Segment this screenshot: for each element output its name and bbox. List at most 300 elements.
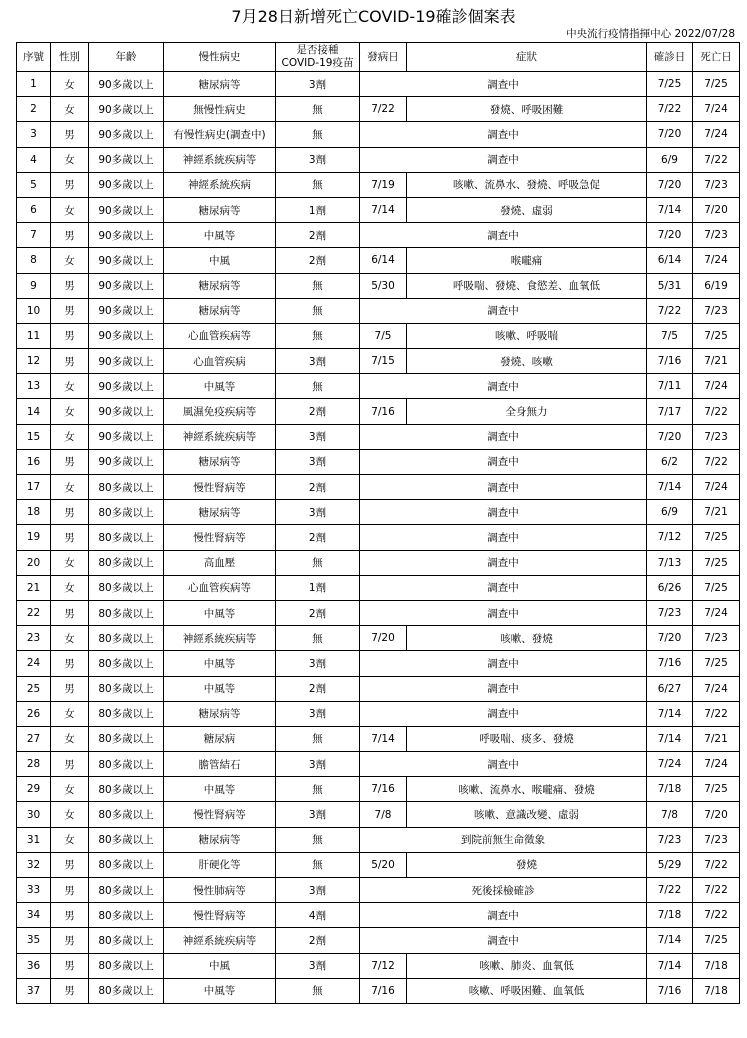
cell-onset: 7/16 (360, 978, 407, 1003)
cell-chronic: 糖尿病等 (164, 701, 276, 726)
cell-confirm: 7/16 (647, 651, 693, 676)
cell-sex: 男 (51, 223, 89, 248)
cell-id: 27 (17, 726, 51, 751)
cell-onset: 7/14 (360, 726, 407, 751)
cell-age: 90多歲以上 (89, 147, 164, 172)
table-row (17, 500, 740, 525)
cell-confirm: 6/9 (647, 500, 693, 525)
cell-age: 90多歲以上 (89, 374, 164, 399)
cell-death: 7/23 (693, 223, 740, 248)
cell-death: 7/23 (693, 626, 740, 651)
cell-confirm: 7/16 (647, 349, 693, 374)
cell-vax: 無 (276, 374, 360, 399)
cell-onset: 7/16 (360, 399, 407, 424)
cell-sex: 女 (51, 374, 89, 399)
cell-confirm: 6/2 (647, 449, 693, 474)
cell-symptoms: 調查中 (360, 72, 647, 97)
cell-id: 19 (17, 525, 51, 550)
cell-death: 6/19 (693, 273, 740, 298)
cell-symptoms: 調查中 (360, 374, 647, 399)
cell-sex: 女 (51, 626, 89, 651)
cell-onset: 7/14 (360, 197, 407, 222)
cell-id: 9 (17, 273, 51, 298)
cell-symptoms: 喉嚨痛 (407, 248, 647, 273)
cell-death: 7/18 (693, 978, 740, 1003)
cell-confirm: 6/26 (647, 575, 693, 600)
cell-confirm: 5/29 (647, 852, 693, 877)
cell-death: 7/22 (693, 878, 740, 903)
cell-death: 7/25 (693, 525, 740, 550)
cell-sex: 男 (51, 525, 89, 550)
cell-id: 14 (17, 399, 51, 424)
cell-sex: 男 (51, 903, 89, 928)
cell-symptoms: 調查中 (360, 449, 647, 474)
cell-vax: 2劑 (276, 475, 360, 500)
cell-death: 7/25 (693, 72, 740, 97)
header-sex: 性別 (51, 43, 89, 72)
cell-vax: 無 (276, 97, 360, 122)
cell-symptoms: 調查中 (360, 525, 647, 550)
cell-death: 7/22 (693, 701, 740, 726)
cell-onset: 7/20 (360, 626, 407, 651)
table-row (17, 349, 740, 374)
cell-chronic: 糖尿病等 (164, 72, 276, 97)
cell-sex: 男 (51, 122, 89, 147)
cell-sex: 女 (51, 97, 89, 122)
cell-vax: 無 (276, 122, 360, 147)
cell-symptoms: 調查中 (360, 500, 647, 525)
header-vaccine-line2: COVID-19疫苗 (281, 57, 354, 69)
cell-id: 2 (17, 97, 51, 122)
table-row (17, 978, 740, 1003)
cell-id: 21 (17, 575, 51, 600)
cell-vax: 2劑 (276, 399, 360, 424)
cell-age: 90多歲以上 (89, 248, 164, 273)
table-row (17, 298, 740, 323)
cell-symptoms: 發燒、呼吸困難 (407, 97, 647, 122)
cell-age: 90多歲以上 (89, 349, 164, 374)
cell-sex: 女 (51, 701, 89, 726)
header-chronic: 慢性病史 (164, 43, 276, 72)
cell-age: 90多歲以上 (89, 97, 164, 122)
cell-id: 22 (17, 600, 51, 625)
cell-id: 26 (17, 701, 51, 726)
table-row (17, 903, 740, 928)
cell-id: 31 (17, 827, 51, 852)
table-row (17, 827, 740, 852)
cell-age: 80多歲以上 (89, 928, 164, 953)
cell-symptoms: 調查中 (360, 600, 647, 625)
cell-age: 80多歲以上 (89, 701, 164, 726)
cell-symptoms: 呼吸喘、痰多、發燒 (407, 726, 647, 751)
header-vaccine (276, 43, 360, 72)
cell-confirm: 7/24 (647, 752, 693, 777)
table-body (17, 72, 740, 1004)
cell-vax: 無 (276, 852, 360, 877)
cell-chronic: 慢性肺病等 (164, 878, 276, 903)
cell-vax: 2劑 (276, 248, 360, 273)
cell-sex: 男 (51, 449, 89, 474)
cell-confirm: 6/14 (647, 248, 693, 273)
cell-symptoms: 調查中 (360, 928, 647, 953)
cell-id: 4 (17, 147, 51, 172)
cell-vax: 3劑 (276, 349, 360, 374)
cell-age: 90多歲以上 (89, 399, 164, 424)
cell-sex: 女 (51, 72, 89, 97)
cell-death: 7/21 (693, 349, 740, 374)
cell-id: 30 (17, 802, 51, 827)
cell-confirm: 7/18 (647, 903, 693, 928)
cell-chronic: 中風等 (164, 600, 276, 625)
header-symptoms: 症狀 (407, 43, 647, 72)
cell-age: 80多歲以上 (89, 802, 164, 827)
cell-sex: 女 (51, 802, 89, 827)
cell-vax: 無 (276, 273, 360, 298)
cell-death: 7/21 (693, 500, 740, 525)
cell-sex: 男 (51, 298, 89, 323)
cell-id: 1 (17, 72, 51, 97)
cell-chronic: 中風 (164, 248, 276, 273)
cell-chronic: 慢性腎病等 (164, 525, 276, 550)
cell-confirm: 7/20 (647, 626, 693, 651)
cell-sex: 女 (51, 197, 89, 222)
cell-chronic: 神經系統疾病等 (164, 928, 276, 953)
cell-symptoms: 發燒 (407, 852, 647, 877)
cell-age: 90多歲以上 (89, 449, 164, 474)
cell-chronic: 中風等 (164, 777, 276, 802)
table-row (17, 852, 740, 877)
cell-onset: 6/14 (360, 248, 407, 273)
cell-symptoms: 調查中 (360, 676, 647, 701)
cell-symptoms: 咳嗽、意識改變、虛弱 (407, 802, 647, 827)
cell-age: 80多歲以上 (89, 475, 164, 500)
cell-symptoms: 調查中 (360, 424, 647, 449)
cell-chronic: 神經系統疾病等 (164, 626, 276, 651)
cell-sex: 男 (51, 172, 89, 197)
cell-id: 37 (17, 978, 51, 1003)
cell-onset: 5/20 (360, 852, 407, 877)
cell-chronic: 肝硬化等 (164, 852, 276, 877)
cell-chronic: 膽管結石 (164, 752, 276, 777)
cell-onset: 7/5 (360, 323, 407, 348)
cell-chronic: 神經系統疾病等 (164, 147, 276, 172)
cell-death: 7/20 (693, 197, 740, 222)
table-row (17, 878, 740, 903)
cell-death: 7/23 (693, 424, 740, 449)
cell-chronic: 有慢性病史(調查中) (164, 122, 276, 147)
table-row (17, 651, 740, 676)
cell-vax: 3劑 (276, 651, 360, 676)
cell-symptoms: 全身無力 (407, 399, 647, 424)
cell-symptoms: 咳嗽、發燒 (407, 626, 647, 651)
cell-confirm: 6/9 (647, 147, 693, 172)
cell-vax: 3劑 (276, 953, 360, 978)
cell-confirm: 7/14 (647, 953, 693, 978)
cell-vax: 無 (276, 298, 360, 323)
header-vaccine-line1: 是否接種 (296, 44, 339, 56)
cell-sex: 男 (51, 651, 89, 676)
cell-death: 7/24 (693, 97, 740, 122)
cell-sex: 男 (51, 349, 89, 374)
cell-vax: 3劑 (276, 72, 360, 97)
cell-death: 7/24 (693, 122, 740, 147)
cell-id: 36 (17, 953, 51, 978)
cell-sex: 男 (51, 852, 89, 877)
cell-confirm: 7/22 (647, 298, 693, 323)
document-title: 7月28日新增死亡COVID-19確診個案表 (231, 7, 516, 26)
cell-death: 7/24 (693, 248, 740, 273)
cell-vax: 3劑 (276, 449, 360, 474)
table-row (17, 424, 740, 449)
cell-symptoms: 呼吸喘、發燒、食慾差、血氧低 (407, 273, 647, 298)
cell-chronic: 中風等 (164, 651, 276, 676)
cell-id: 17 (17, 475, 51, 500)
table-row (17, 449, 740, 474)
cell-onset: 7/19 (360, 172, 407, 197)
cell-confirm: 5/31 (647, 273, 693, 298)
cell-symptoms: 死後採檢確診 (360, 878, 647, 903)
cell-chronic: 糖尿病等 (164, 197, 276, 222)
header-age: 年齡 (89, 43, 164, 72)
table-row (17, 248, 740, 273)
cell-symptoms: 調查中 (360, 550, 647, 575)
cell-vax: 無 (276, 726, 360, 751)
cell-age: 80多歲以上 (89, 953, 164, 978)
cell-confirm: 7/14 (647, 475, 693, 500)
cell-age: 80多歲以上 (89, 626, 164, 651)
cell-death: 7/22 (693, 147, 740, 172)
cell-id: 24 (17, 651, 51, 676)
cell-sex: 男 (51, 878, 89, 903)
cell-confirm: 7/14 (647, 701, 693, 726)
case-table (16, 42, 740, 1004)
cell-confirm: 7/18 (647, 777, 693, 802)
cell-confirm: 6/27 (647, 676, 693, 701)
cell-vax: 4劑 (276, 903, 360, 928)
cell-id: 7 (17, 223, 51, 248)
table-row (17, 399, 740, 424)
cell-confirm: 7/20 (647, 424, 693, 449)
table-row (17, 600, 740, 625)
cell-vax: 3劑 (276, 878, 360, 903)
cell-onset: 7/16 (360, 777, 407, 802)
table-row (17, 72, 740, 97)
cell-id: 11 (17, 323, 51, 348)
table-row (17, 777, 740, 802)
cell-confirm: 7/17 (647, 399, 693, 424)
cell-confirm: 7/12 (647, 525, 693, 550)
cell-symptoms: 調查中 (360, 147, 647, 172)
cell-sex: 男 (51, 953, 89, 978)
cell-age: 80多歲以上 (89, 676, 164, 701)
cell-age: 80多歲以上 (89, 651, 164, 676)
cell-symptoms: 調查中 (360, 701, 647, 726)
cell-chronic: 中風等 (164, 978, 276, 1003)
cell-onset: 7/15 (360, 349, 407, 374)
cell-vax: 3劑 (276, 752, 360, 777)
table-row (17, 953, 740, 978)
cell-death: 7/25 (693, 550, 740, 575)
cell-death: 7/22 (693, 399, 740, 424)
cell-symptoms: 調查中 (360, 651, 647, 676)
cell-death: 7/25 (693, 928, 740, 953)
cell-symptoms: 調查中 (360, 298, 647, 323)
cell-id: 5 (17, 172, 51, 197)
table-row (17, 122, 740, 147)
cell-id: 35 (17, 928, 51, 953)
table-row (17, 223, 740, 248)
cell-confirm: 7/23 (647, 827, 693, 852)
cell-chronic: 高血壓 (164, 550, 276, 575)
cell-id: 15 (17, 424, 51, 449)
cell-death: 7/24 (693, 475, 740, 500)
cell-confirm: 7/14 (647, 928, 693, 953)
cell-chronic: 中風等 (164, 223, 276, 248)
cell-death: 7/22 (693, 852, 740, 877)
cell-death: 7/25 (693, 323, 740, 348)
cell-age: 80多歲以上 (89, 550, 164, 575)
cell-vax: 2劑 (276, 525, 360, 550)
cell-chronic: 糖尿病等 (164, 827, 276, 852)
cell-id: 23 (17, 626, 51, 651)
cell-confirm: 7/22 (647, 878, 693, 903)
cell-id: 12 (17, 349, 51, 374)
cell-id: 33 (17, 878, 51, 903)
cell-death: 7/18 (693, 953, 740, 978)
cell-death: 7/25 (693, 777, 740, 802)
header-confirm: 確診日 (647, 43, 693, 72)
cell-confirm: 7/20 (647, 223, 693, 248)
cell-symptoms: 咳嗽、呼吸困難、血氧低 (407, 978, 647, 1003)
cell-sex: 男 (51, 752, 89, 777)
cell-symptoms: 調查中 (360, 223, 647, 248)
cell-vax: 1劑 (276, 575, 360, 600)
cell-age: 90多歲以上 (89, 223, 164, 248)
cell-chronic: 糖尿病等 (164, 273, 276, 298)
cell-chronic: 糖尿病 (164, 726, 276, 751)
cell-vax: 2劑 (276, 223, 360, 248)
cell-vax: 3劑 (276, 424, 360, 449)
cell-sex: 女 (51, 550, 89, 575)
cell-death: 7/25 (693, 651, 740, 676)
cell-death: 7/24 (693, 374, 740, 399)
cell-id: 6 (17, 197, 51, 222)
cell-id: 25 (17, 676, 51, 701)
cell-chronic: 慢性腎病等 (164, 475, 276, 500)
cell-chronic: 風濕免疫疾病等 (164, 399, 276, 424)
cell-age: 90多歲以上 (89, 298, 164, 323)
table-row (17, 802, 740, 827)
cell-vax: 無 (276, 550, 360, 575)
cell-confirm: 7/20 (647, 172, 693, 197)
cell-symptoms: 調查中 (360, 903, 647, 928)
cell-age: 80多歲以上 (89, 525, 164, 550)
cell-chronic: 糖尿病等 (164, 298, 276, 323)
cell-death: 7/24 (693, 676, 740, 701)
table-row (17, 752, 740, 777)
cell-chronic: 神經系統疾病 (164, 172, 276, 197)
table-row (17, 676, 740, 701)
cell-confirm: 7/22 (647, 97, 693, 122)
cell-chronic: 慢性腎病等 (164, 903, 276, 928)
cell-vax: 2劑 (276, 928, 360, 953)
cell-death: 7/22 (693, 449, 740, 474)
cell-vax: 無 (276, 323, 360, 348)
cell-age: 90多歲以上 (89, 273, 164, 298)
cell-onset: 5/30 (360, 273, 407, 298)
cell-age: 80多歲以上 (89, 575, 164, 600)
cell-death: 7/24 (693, 752, 740, 777)
cell-symptoms: 咳嗽、呼吸喘 (407, 323, 647, 348)
cell-age: 80多歲以上 (89, 752, 164, 777)
table-row (17, 323, 740, 348)
cell-sex: 男 (51, 500, 89, 525)
table-row (17, 197, 740, 222)
cell-onset: 7/12 (360, 953, 407, 978)
table-header-row (17, 43, 740, 72)
source-line: 中央流行疫情指揮中心 2022/07/28 (566, 28, 735, 40)
cell-id: 28 (17, 752, 51, 777)
cell-death: 7/23 (693, 298, 740, 323)
cell-chronic: 心血管疾病等 (164, 575, 276, 600)
cell-symptoms: 調查中 (360, 752, 647, 777)
table-row (17, 147, 740, 172)
cell-symptoms: 咳嗽、肺炎、血氧低 (407, 953, 647, 978)
cell-age: 80多歲以上 (89, 726, 164, 751)
cell-sex: 女 (51, 147, 89, 172)
cell-id: 13 (17, 374, 51, 399)
cell-death: 7/22 (693, 903, 740, 928)
table-row (17, 550, 740, 575)
cell-age: 80多歲以上 (89, 903, 164, 928)
cell-confirm: 7/25 (647, 72, 693, 97)
cell-age: 80多歲以上 (89, 852, 164, 877)
cell-id: 32 (17, 852, 51, 877)
cell-death: 7/23 (693, 827, 740, 852)
cell-chronic: 神經系統疾病等 (164, 424, 276, 449)
cell-age: 80多歲以上 (89, 500, 164, 525)
cell-sex: 女 (51, 424, 89, 449)
cell-sex: 女 (51, 248, 89, 273)
cell-death: 7/20 (693, 802, 740, 827)
cell-vax: 1劑 (276, 197, 360, 222)
cell-death: 7/25 (693, 575, 740, 600)
cell-chronic: 中風 (164, 953, 276, 978)
cell-confirm: 7/14 (647, 197, 693, 222)
cell-age: 90多歲以上 (89, 323, 164, 348)
cell-vax: 2劑 (276, 600, 360, 625)
cell-sex: 女 (51, 777, 89, 802)
cell-symptoms: 調查中 (360, 122, 647, 147)
cell-id: 3 (17, 122, 51, 147)
cell-sex: 男 (51, 676, 89, 701)
cell-sex: 男 (51, 600, 89, 625)
cell-death: 7/24 (693, 600, 740, 625)
cell-sex: 男 (51, 323, 89, 348)
cell-age: 80多歲以上 (89, 777, 164, 802)
table-row (17, 172, 740, 197)
cell-sex: 女 (51, 475, 89, 500)
cell-id: 29 (17, 777, 51, 802)
cell-death: 7/23 (693, 172, 740, 197)
cell-sex: 女 (51, 575, 89, 600)
cell-sex: 女 (51, 399, 89, 424)
cell-id: 18 (17, 500, 51, 525)
cell-death: 7/21 (693, 726, 740, 751)
cell-symptoms: 發燒、虛弱 (407, 197, 647, 222)
cell-age: 90多歲以上 (89, 72, 164, 97)
cell-chronic: 中風等 (164, 676, 276, 701)
